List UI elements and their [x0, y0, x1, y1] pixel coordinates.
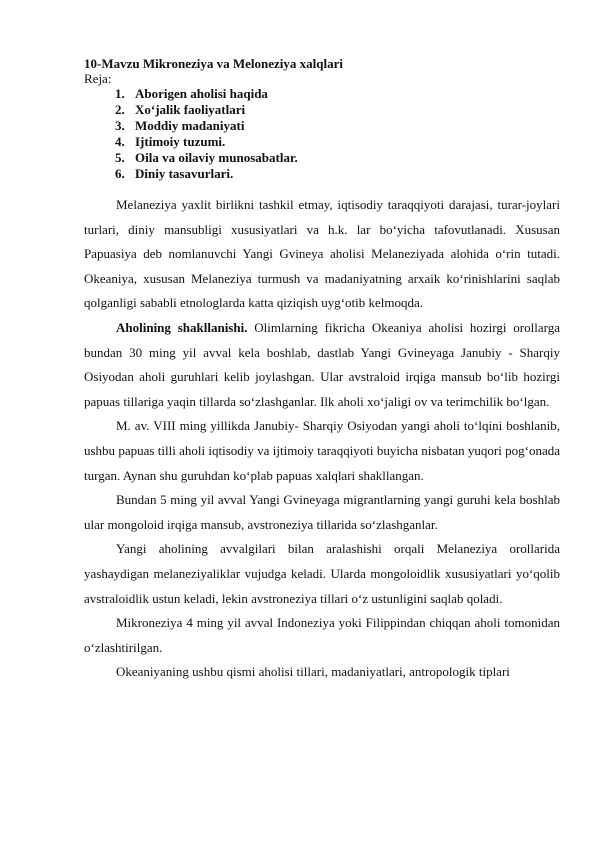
body-paragraph: [84, 414, 560, 488]
body-paragraph: [84, 488, 560, 537]
plan-item: [115, 86, 560, 102]
plan-item-text: Ijtimoiy tuzumi.: [135, 134, 226, 149]
plan-item-text: Oila va oilaviy munosabatlar.: [135, 150, 298, 165]
plan-item: [115, 166, 560, 182]
body-paragraph: [84, 537, 560, 611]
paragraph-text: Yangi aholining avvalgilari bilan aralashishi orqali Melaneziya orollarida yashaydigan melaneziyaliklar vujudga keladi. Ularda mongoloidlik xususiyatlari yo‘qolib avstraloidlik ustun keladi, lekin avstroneziya tillari o‘z ustunligini saqlab qoladi.: [84, 541, 560, 606]
plan-item-number: 1.: [115, 86, 125, 101]
plan-item: [115, 102, 560, 118]
body-paragraph: [84, 611, 560, 660]
paragraph-text: Olimlarning fikricha Okeaniya aholisi hozirgi orollarga bundan 30 ming yil avval kela boshlab, dastlab Yangi Gvineyaga Janubiy - Sharqiy Osiyodan aholi guruhlari kelib joylashgan. Ular avstraloid irqiga mansub bo‘lib hozirgi papuas tillariga yaqin tillarda so‘zlashganlar. Ilk aholi xo‘jaligi ov va terimchilik bo‘lgan.: [84, 319, 560, 409]
paragraph-text: Okeaniyaning ushbu qismi aholisi tillari, madaniyatlari, antropologik tiplari: [116, 664, 510, 680]
plan-item: [115, 150, 560, 166]
plan-item-text: Aborigen aholisi haqida: [135, 86, 268, 101]
body-paragraph: [84, 316, 560, 414]
plan-list: [84, 86, 560, 182]
plan-item-number: 6.: [115, 166, 125, 181]
paragraph-text: Bundan 5 ming yil avval Yangi Gvineyaga migrantlarning yangi guruhi kela boshlab ular mongoloid irqiga mansub, avstroneziya tillarida so‘zlashganlar.: [84, 492, 560, 532]
plan-item-text: Diniy tasavurlari.: [135, 166, 234, 181]
plan-item-text: Xo‘jalik faoliyatlari: [135, 102, 246, 117]
plan-item: [115, 118, 560, 134]
body-paragraph: [84, 193, 560, 316]
document-body: [84, 193, 560, 685]
paragraph-text: M. av. VIII ming yillikda Janubiy- Sharqiy Osiyodan yangi aholi to‘lqini boshlanib, ushbu papuas tilli aholi iqtisodiy va ijtimoiy taraqqiyoti buyicha nisbatan yuqori pog‘onada turgan. Aynan shu guruhdan ko‘plab papuas xalqlari shakllangan.: [84, 418, 560, 483]
paragraph-heading: Aholining shakllanishi.: [116, 319, 248, 335]
body-paragraph: [84, 660, 560, 685]
plan-item-number: 3.: [115, 118, 125, 133]
paragraph-text: Mikroneziya 4 ming yil avval Indoneziya yoki Filippindan chiqqan aholi tomonidan o‘zlashtirilgan.: [84, 615, 560, 655]
plan-item-number: 5.: [115, 150, 125, 165]
plan-item-text: Moddiy madaniyati: [135, 118, 245, 133]
plan-label: Reja:: [84, 71, 112, 86]
document-page: [84, 56, 560, 685]
plan-item-number: 4.: [115, 134, 125, 149]
plan-item: [115, 134, 560, 150]
paragraph-text: Melaneziya yaxlit birlikni tashkil etmay, iqtisodiy taraqqiyoti darajasi, turar-joylari turlari, diniy mansubligi xususiyatlari va h.k. lar bo‘yicha tafovutlanadi. Xususan Papuasiya deb nomlanuvchi Yangi Gvineya aholisi Melaneziyada alohida o‘rin tutadi. Okeaniya, xususan Melaneziya turmush va madaniyatning arxaik ko‘rinishlarini saqlab qolganligi sababli etnologlarda katta qiziqish uyg‘otib kelmoqda.: [84, 197, 560, 311]
plan-item-number: 2.: [115, 102, 125, 117]
document-title: 10-Mavzu Mikroneziya va Meloneziya xalqlari: [84, 56, 343, 71]
